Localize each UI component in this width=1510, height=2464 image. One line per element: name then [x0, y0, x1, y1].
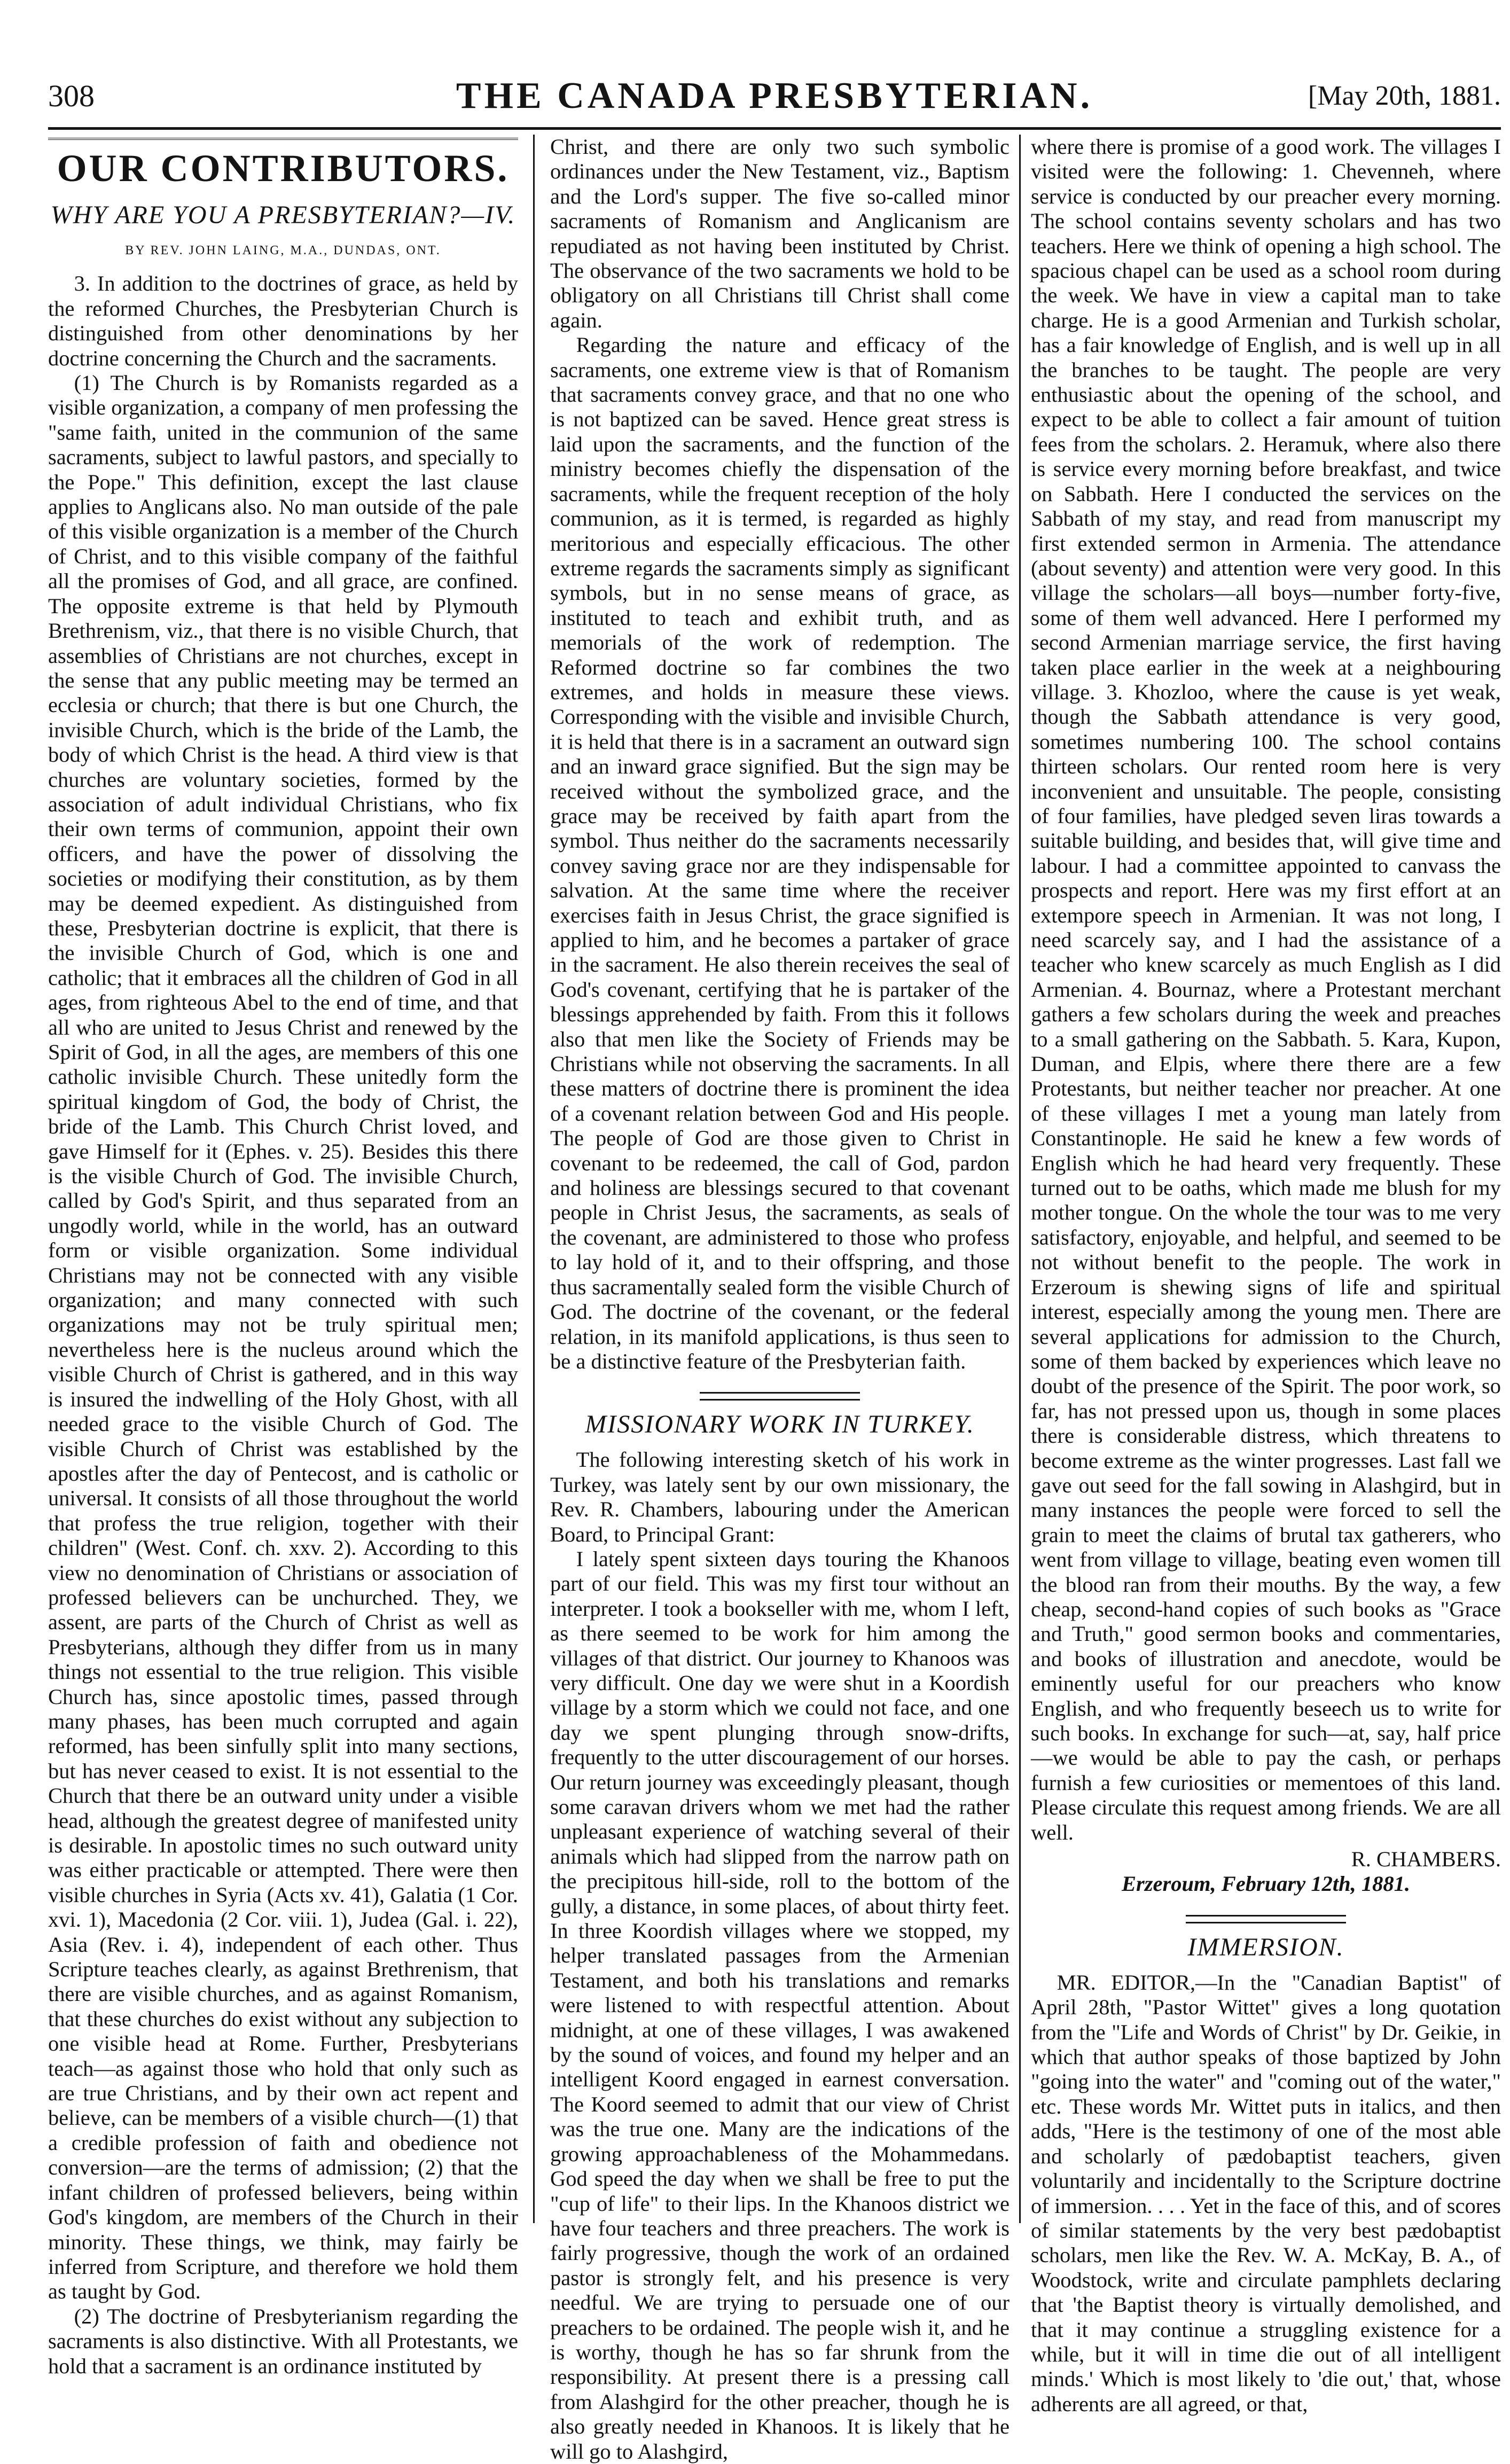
dateline: Erzeroum, February 12th, 1881.: [1121, 1872, 1411, 1896]
signature: R. CHAMBERS.: [1351, 1847, 1501, 1872]
column-3: [1031, 135, 1501, 2416]
page-number: 308: [48, 79, 95, 113]
masthead-rule: [48, 127, 1501, 130]
paragraph: (2) The doctrine of Presbyterianism regarding the sacraments is also distinctive. With all Protestants, we hold that a sacrament is an ordinance instituted by: [48, 2304, 518, 2378]
column-1: [48, 135, 518, 2378]
section-heading: OUR CONTRIBUTORS.: [48, 138, 518, 192]
paragraph: Christ, and there are only two such symbolic ordinances under the New Testament, viz., Baptism and the Lord's supper. The five so-called minor sacraments of Romanism and Anglicanism are repudiated as not having been instituted by Christ. The observance of the two sacraments we hold to be obligatory on all Christians till Christ shall come again.: [550, 135, 1010, 332]
paragraph: I lately spent sixteen days touring the Khanoos part of our field. This was my first tour without an interpreter. I took a bookseller with me, whom I left, as there seemed to be work for him among the villages of that district. Our journey to Khanoos was very difficult. One day we were shut in a Koordish village by a storm which we could not face, and one day we spent plunging through snow-drifts, frequently to the utter discouragement of our horses. Our return journey was exceedingly pleasant, though some caravan drivers whom we met had the rather unpleasant experience of watching several of their animals which had slipped from the narrow path on the precipitous hill-side, roll to the bottom of the gully, a distance, in some places, of about thirty feet. In three Koordish villages where we stopped, my helper translated passages from the Armenian Testament, and both his translations and remarks were listened to with respectful attention. About midnight, at one of these villages, I was awakened by the sound of voices, and found my helper and an intelligent Koord engaged in earnest conversation. The Koord seemed to admit that our view of Christ was the true one. Many are the indications of the growing approachableness of the Mohammedans. God speed the day when we shall be free to put the "cup of life" to their lips. In the Khanoos district we have four teachers and three preachers. The work is fairly progressive, though the work of an ordained pastor is strongly felt, and his presence is very needful. We are trying to persuade one of our preachers to be ordained. The people wish it, and he is worthy, though he has so far shrunk from the responsibility. At present there is a pressing call from Alashgird for the other preacher, though he is also greatly needed in Khanoos. It is likely that he will go to Alashgird,: [550, 1546, 1010, 2463]
article-separator: [1186, 1915, 1346, 1923]
masthead: [48, 75, 1501, 123]
article-separator: [700, 1392, 860, 1401]
paragraph: 3. In addition to the doctrines of grace, as held by the reformed Churches, the Presbyterian Church is distinguished from other denominations by her doctrine concerning the Church and the sacraments.: [48, 271, 518, 370]
article-title: WHY ARE YOU A PRESBYTERIAN?—IV.: [50, 201, 516, 229]
column-divider: [533, 135, 535, 2223]
paragraph: MR. EDITOR,—In the "Canadian Baptist" of April 28th, "Pastor Wittet" gives a long quotation from the "Life and Words of Christ" by Dr. Geikie, in which that author speaks of those baptized by John "going into the water" and "coming out of the water," etc. These words Mr. Wittet puts in italics, and then adds, "Here is the testimony of one of the most able and scholarly of pædobaptist teachers, given voluntarily and incidentally to the Scripture doctrine of immersion. . . . Yet in the face of this, and of scores of similar statements by the very best pædobaptist scholars, men like the Rev. W. A. McKay, B. A., of Woodstock, write and circulate pamphlets declaring that 'the Baptist theory is virtually demolished, and that it may continue a struggling existence for a while, but it will in time die out of all intelligent minds.' Which is most likely to 'die out,' that, whose adherents are all agreed, or that,: [1031, 1970, 1501, 2416]
column-2: [550, 135, 1010, 2463]
article-title: IMMERSION.: [1187, 1933, 1344, 1961]
issue-date: [May 20th, 1881.: [1308, 81, 1501, 111]
column-divider: [1019, 135, 1021, 2223]
paragraph: where there is promise of a good work. The villages I visited were the following: 1. Chevenneh, where service is conducted by our preacher every morning. The school contains seventy scholars and has two teachers. Here we think of opening a high school. The spacious chapel can be used as a school room during the week. We have in view a capital man to take charge. He is a good Armenian and Turkish scholar, has a fair knowledge of English, and is well up in all the branches to be taught. The people are very enthusiastic about the opening of the school, and expect to be able to collect a fair amount of tuition fees from the scholars. 2. Heramuk, where also there is service every morning before breakfast, and twice on Sabbath. Here I conducted the services on the Sabbath of my stay, and read from manuscript my first extended sermon in Armenia. The attendance (about seventy) and attention were very good. In this village the scholars—all boys—number forty-five, some of them well advanced. Here I performed my second Armenian marriage service, the first having taken place earlier in the week at a neighbouring village. 3. Khozloo, where the cause is yet weak, though the Sabbath attendance is very good, sometimes numbering 100. The school contains thirteen scholars. Our rented room here is very inconvenient and unsuitable. The people, consisting of four families, have pledged seven liras towards a suitable building, and besides that, will give time and labour. I had a committee appointed to canvass the prospects and report. Here was my first effort at an extempore speech in Armenian. It was not long, I need scarcely say, and I had the assistance of a teacher who knew scarcely as much English as I did Armenian. 4. Bournaz, where a Protestant merchant gathers a few scholars during the week and preaches to a small gathering on the Sabbath. 5. Kara, Kupon, Duman, and Elpis, where there there are a few Protestants, but neither teacher nor preacher. At one of these villages I met a young man lately from Constantinople. He said he knew a few words of English which he had heard very frequently. These turned out to be oaths, which made me blush for my mother tongue. On the whole the tour was to me very satisfactory, enjoyable, and helpful, and seemed to be not without benefit to the people. The work in Erzeroum is shewing signs of life and spiritual interest, especially among the young men. There are several applications for admission to the Church, some of them backed by experiences which leave no doubt of the presence of the Spirit. The poor work, so far, has not pressed upon us, though in some places there is considerable distress, which threatens to become extreme as the winter progresses. Last fall we gave out seed for the fall sowing in Alashgird, but in many instances the people were forced to sell the grain to meet the claims of brutal tax gatherers, who went from village to village, beating even women till the blood ran from their mouths. By the way, a few cheap, second-hand copies of such books as "Grace and Truth," good sermon books and commentaries, and books of illustration and anecdote, would be eminently useful for our preachers who know English, and who frequently beseech us to write for such books. In exchange for such—at, say, half price—we would be able to pay the cash, or perhaps furnish a few curiosities or mementoes of this land. Please circulate this request among friends. We are all well.: [1031, 135, 1501, 1844]
article-title: MISSIONARY WORK IN TURKEY.: [585, 1410, 975, 1439]
paragraph: (1) The Church is by Romanists regarded as a visible organization, a company of men professing the "same faith, united in the communion of the same sacraments, subject to lawful pastors, and specially to the Pope." This definition, except the last clause applies to Anglicans also. No man outside of the pale of this visible organization is a member of the Church of Christ, and to this visible company of the faithful all the promises of God, and all grace, are confined. The opposite extreme is that held by Plymouth Brethrenism, viz., that there is no visible Church, that assemblies of Christians are not churches, except in the sense that any public meeting may be termed an ecclesia or church; that there is but one Church, the invisible Church, which is the bride of the Lamb, the body of which Christ is the head. A third view is that churches are voluntary societies, formed by the association of adult individual Christians, who fix their own terms of communion, appoint their own officers, and have the power of dissolving the societies or modifying their constitution, as by them may be deemed expedient. As distinguished from these, Presbyterian doctrine is explicit, that there is the invisible Church of God, which is one and catholic; that it embraces all the children of God in all ages, from righteous Abel to the end of time, and that all who are united to Jesus Christ and renewed by the Spirit of God, in all the ages, are members of this one catholic invisible Church. These unitedly form the spiritual kingdom of God, the body of Christ, the bride of the Lamb. This Church Christ loved, and gave Himself for it (Ephes. v. 25). Besides this there is the visible Church of God. The invisible Church, called by God's Spirit, and thus separated from an ungodly world, while in the world, has an outward form or visible organization. Some individual Christians may not be connected with any visible organization; and many connected with such organizations may not be truly spiritual men; nevertheless here is the nucleus around which the visible Church of Christ is gathered, and in this way is insured the indwelling of the Holy Ghost, with all needed grace to the visible Church of God. The visible Church of Christ was established by the apostles after the day of Pentecost, and is catholic or universal. It consists of all those throughout the world that profess the true religion, together with their children" (West. Conf. ch. xxv. 2). According to this view no denomination of Christians or association of professed believers can be unchurched. They, we assent, are parts of the Church of Christ as well as Presbyterians, although they differ from us in many things not essential to the true religion. This visible Church has, since apostolic times, passed through many phases, has been much corrupted and again reformed, has been sinfully split into many sections, but has never ceased to exist. It is not essential to the Church that there be an outward unity under a visible head, although the greatest degree of manifested unity is desirable. In apostolic times no such outward unity was either practicable or attempted. There were then visible churches in Syria (Acts xv. 41), Galatia (1 Cor. xvi. 1), Macedonia (2 Cor. viii. 1), Judea (Gal. i. 22), Asia (Rev. i. 4), independent of each other. Thus Scripture teaches clearly, as against Brethrenism, that there are visible churches, and as against Romanism, that these churches do exist without any subjection to one visible head at Rome. Further, Presbyterians teach—as against those who hold that only such as are true Christians, and by their own act repent and believe, can be members of a visible church—(1) that a credible profession of faith and obedience not conversion—are the terms of admission; (2) that the infant children of professed believers, being within God's kingdom, are members of the Church in their minority. These things, we think, may fairly be inferred from Scripture, and therefore we hold them as taught by God.: [48, 371, 518, 2304]
paragraph: Regarding the nature and efficacy of the sacraments, one extreme view is that of Romanism that sacraments convey grace, and that no one who is not baptized can be saved. Hence great stress is laid upon the sacraments, and the function of the ministry becomes chiefly the dispensation of the sacraments, while the frequent reception of the holy communion, as it is termed, is regarded as highly meritorious and especially efficacious. The other extreme regards the sacraments simply as significant symbols, but in no sense means of grace, as instituted to teach and exhibit truth, and as memorials of the work of redemption. The Reformed doctrine so far combines the two extremes, and holds in measure these views. Corresponding with the visible and invisible Church, it is held that there is in a sacrament an outward sign and an inward grace signified. But the sign may be received without the symbolized grace, and the grace may be received by faith apart from the symbol. Thus neither do the sacraments necessarily convey saving grace nor are they indispensable for salvation. At the same time where the receiver exercises faith in Jesus Christ, the grace signified is applied to him, and he becomes a partaker of grace in the sacrament. He also therein receives the seal of God's covenant, certifying that he is partaker of the blessings apprehended by faith. From this it follows also that men like the Society of Friends may be Christians while not observing the sacraments. In all these matters of doctrine there is prominent the idea of a covenant relation between God and His people. The people of God are those given to Christ in covenant to be redeemed, the call of God, pardon and holiness are blessings secured to that covenant people in Christ Jesus, the sacraments, as seals of the covenant, are administered to those who profess to lay hold of it, and to their offspring, and those thus sacramentally sealed form the visible Church of God. The doctrine of the covenant, or the federal relation, in its manifold applications, is thus seen to be a distinctive feature of the Presbyterian faith.: [550, 333, 1010, 1373]
paragraph: The following interesting sketch of his work in Turkey, was lately sent by our own missionary, the Rev. R. Chambers, labouring under the American Board, to Principal Grant:: [550, 1448, 1010, 1546]
newspaper-title: THE CANADA PRESBYTERIAN.: [456, 75, 1093, 116]
byline: BY REV. JOHN LAING, M.A., DUNDAS, ONT.: [125, 244, 441, 257]
